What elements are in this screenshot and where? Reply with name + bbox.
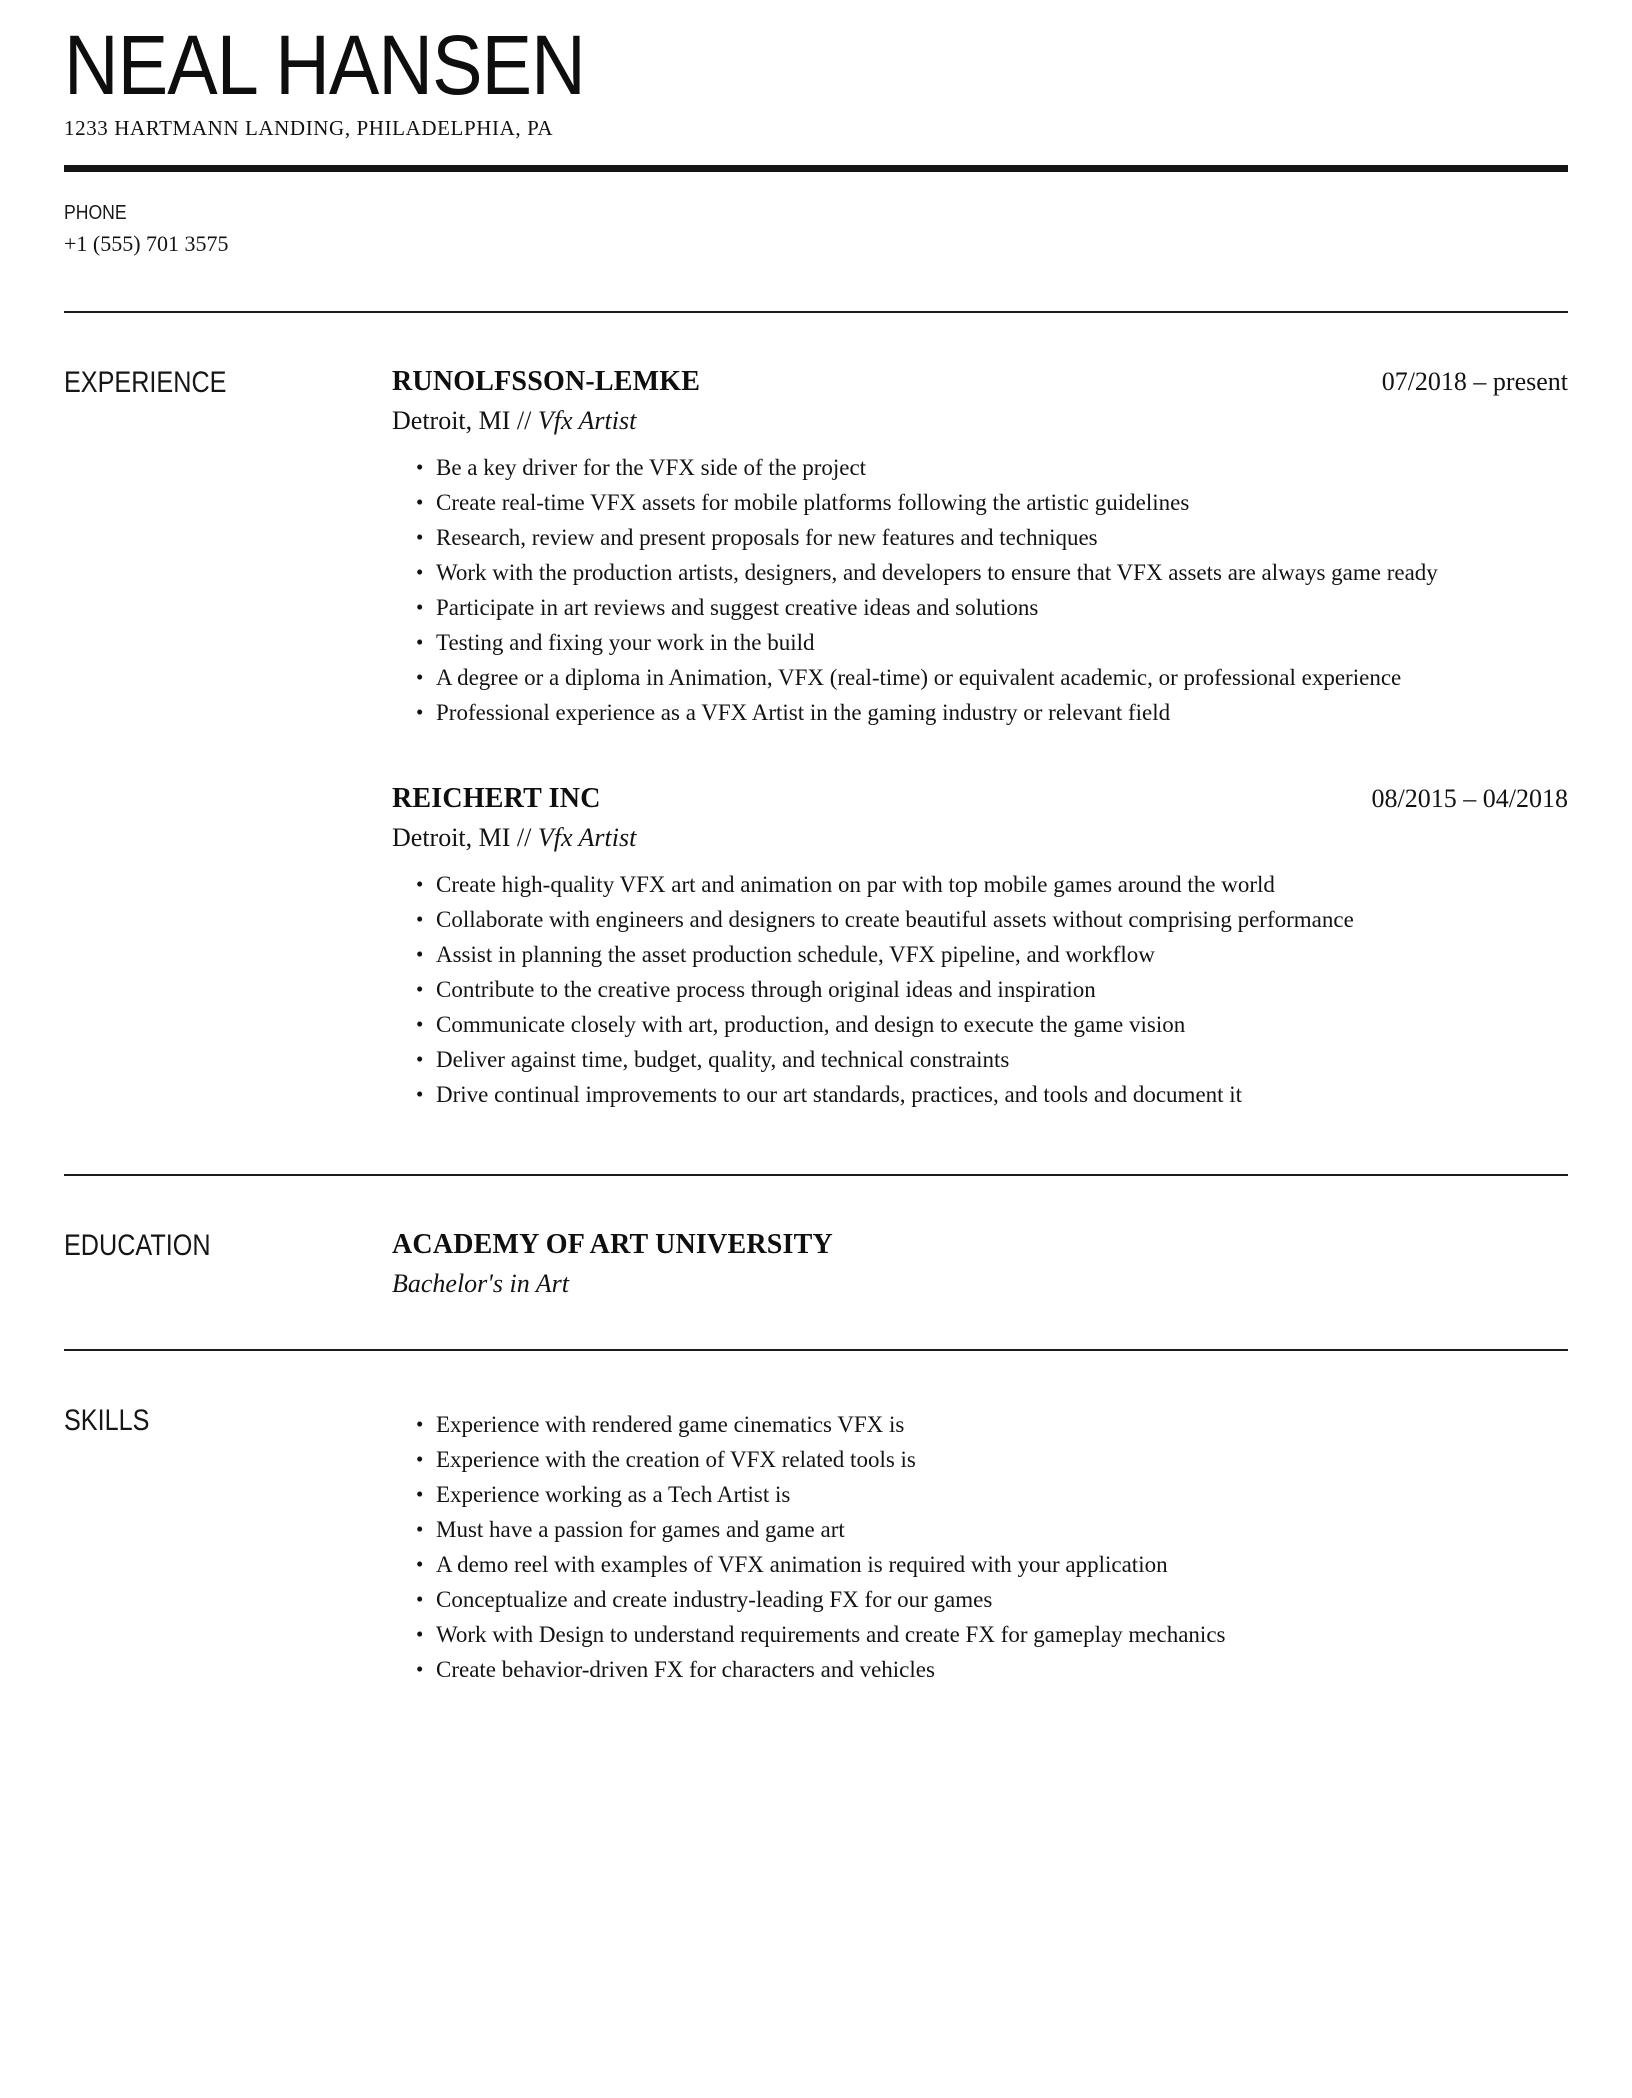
skill-bullet: • Experience with rendered game cinematics VFX is: [392, 1407, 1568, 1442]
job-bullet: • Be a key driver for the VFX side of the project: [392, 450, 1568, 485]
skill-bullet: • Must have a passion for games and game art: [392, 1512, 1568, 1547]
education-section: [64, 1174, 1568, 1299]
job-bullet: • Contribute to the creative process through original ideas and inspiration: [392, 972, 1568, 1007]
job-bullet: • Work with the production artists, designers, and developers to ensure that VFX assets are always game ready: [392, 555, 1568, 590]
job-location-role: [392, 406, 1568, 436]
job-location: Detroit, MI //: [392, 822, 538, 852]
company-name: RUNOLFSSON-LEMKE: [392, 365, 701, 397]
skill-bullet: • Work with Design to understand requirements and create FX for gameplay mechanics: [392, 1617, 1568, 1652]
phone-label: PHONE: [64, 201, 127, 224]
education-content: [392, 1230, 1568, 1299]
job-bullet: • Assist in planning the asset production schedule, VFX pipeline, and workflow: [392, 937, 1568, 972]
company-name: REICHERT INC: [392, 782, 601, 814]
job-location-role: [392, 823, 1568, 853]
experience-content: [392, 367, 1568, 1112]
skill-bullet: • A demo reel with examples of VFX animation is required with your application: [392, 1547, 1568, 1582]
job-bullet: • Create high-quality VFX art and animation on par with top mobile games around the world: [392, 867, 1568, 902]
job-bullet: • Participate in art reviews and suggest creative ideas and solutions: [392, 590, 1568, 625]
job-role: Vfx Artist: [537, 822, 637, 852]
experience-section-label: EXPERIENCE: [64, 365, 227, 399]
school-name: ACADEMY OF ART UNIVERSITY: [392, 1228, 833, 1260]
candidate-address: 1233 HARTMANN LANDING, PHILADELPHIA, PA: [64, 115, 554, 140]
skills-section-label: SKILLS: [64, 1403, 150, 1437]
job-bullet: • Professional experience as a VFX Artist in the gaming industry or relevant field: [392, 695, 1568, 730]
job-bullet-list: [392, 867, 1568, 1112]
job-role: Vfx Artist: [537, 405, 637, 435]
job-bullet: • Create real-time VFX assets for mobile platforms following the artistic guidelines: [392, 485, 1568, 520]
contact-section: [64, 202, 1568, 257]
job-bullet: • Deliver against time, budget, quality, and technical constraints: [392, 1042, 1568, 1077]
job-bullet: • Communicate closely with art, production, and design to execute the game vision: [392, 1007, 1568, 1042]
job-dates: 07/2018 – present: [1381, 366, 1568, 396]
candidate-name: NEAL HANSEN: [64, 18, 585, 112]
experience-section: [64, 311, 1568, 1112]
job-bullet-list: [392, 450, 1568, 730]
skill-bullet: • Experience working as a Tech Artist is: [392, 1477, 1568, 1512]
job-entry-runolfsson-lemke: [392, 367, 1568, 730]
skill-bullet: • Experience with the creation of VFX related tools is: [392, 1442, 1568, 1477]
job-bullet: • A degree or a diploma in Animation, VFX (real-time) or equivalent academic, or professional experience: [392, 660, 1568, 695]
header-divider: [64, 165, 1568, 172]
degree: Bachelor's in Art: [392, 1268, 569, 1298]
job-bullet: • Testing and fixing your work in the build: [392, 625, 1568, 660]
skill-bullet: • Create behavior-driven FX for characters and vehicles: [392, 1652, 1568, 1687]
job-header: [392, 784, 1568, 814]
skills-section: [64, 1349, 1568, 1687]
education-section-label: EDUCATION: [64, 1228, 211, 1262]
skills-bullet-list: [392, 1407, 1568, 1687]
job-location: Detroit, MI //: [392, 405, 538, 435]
job-bullet: • Collaborate with engineers and designers to create beautiful assets without comprising performance: [392, 902, 1568, 937]
job-dates: 08/2015 – 04/2018: [1371, 783, 1568, 813]
skill-bullet: • Conceptualize and create industry-leading FX for our games: [392, 1582, 1568, 1617]
job-entry-reichert-inc: [392, 784, 1568, 1112]
resume-header: [64, 18, 1568, 141]
job-bullet: • Drive continual improvements to our art standards, practices, and tools and document it: [392, 1077, 1568, 1112]
phone-number: +1 (555) 701 3575: [64, 230, 229, 256]
skills-content: [392, 1405, 1568, 1687]
job-bullet: • Research, review and present proposals for new features and techniques: [392, 520, 1568, 555]
job-header: [392, 367, 1568, 397]
